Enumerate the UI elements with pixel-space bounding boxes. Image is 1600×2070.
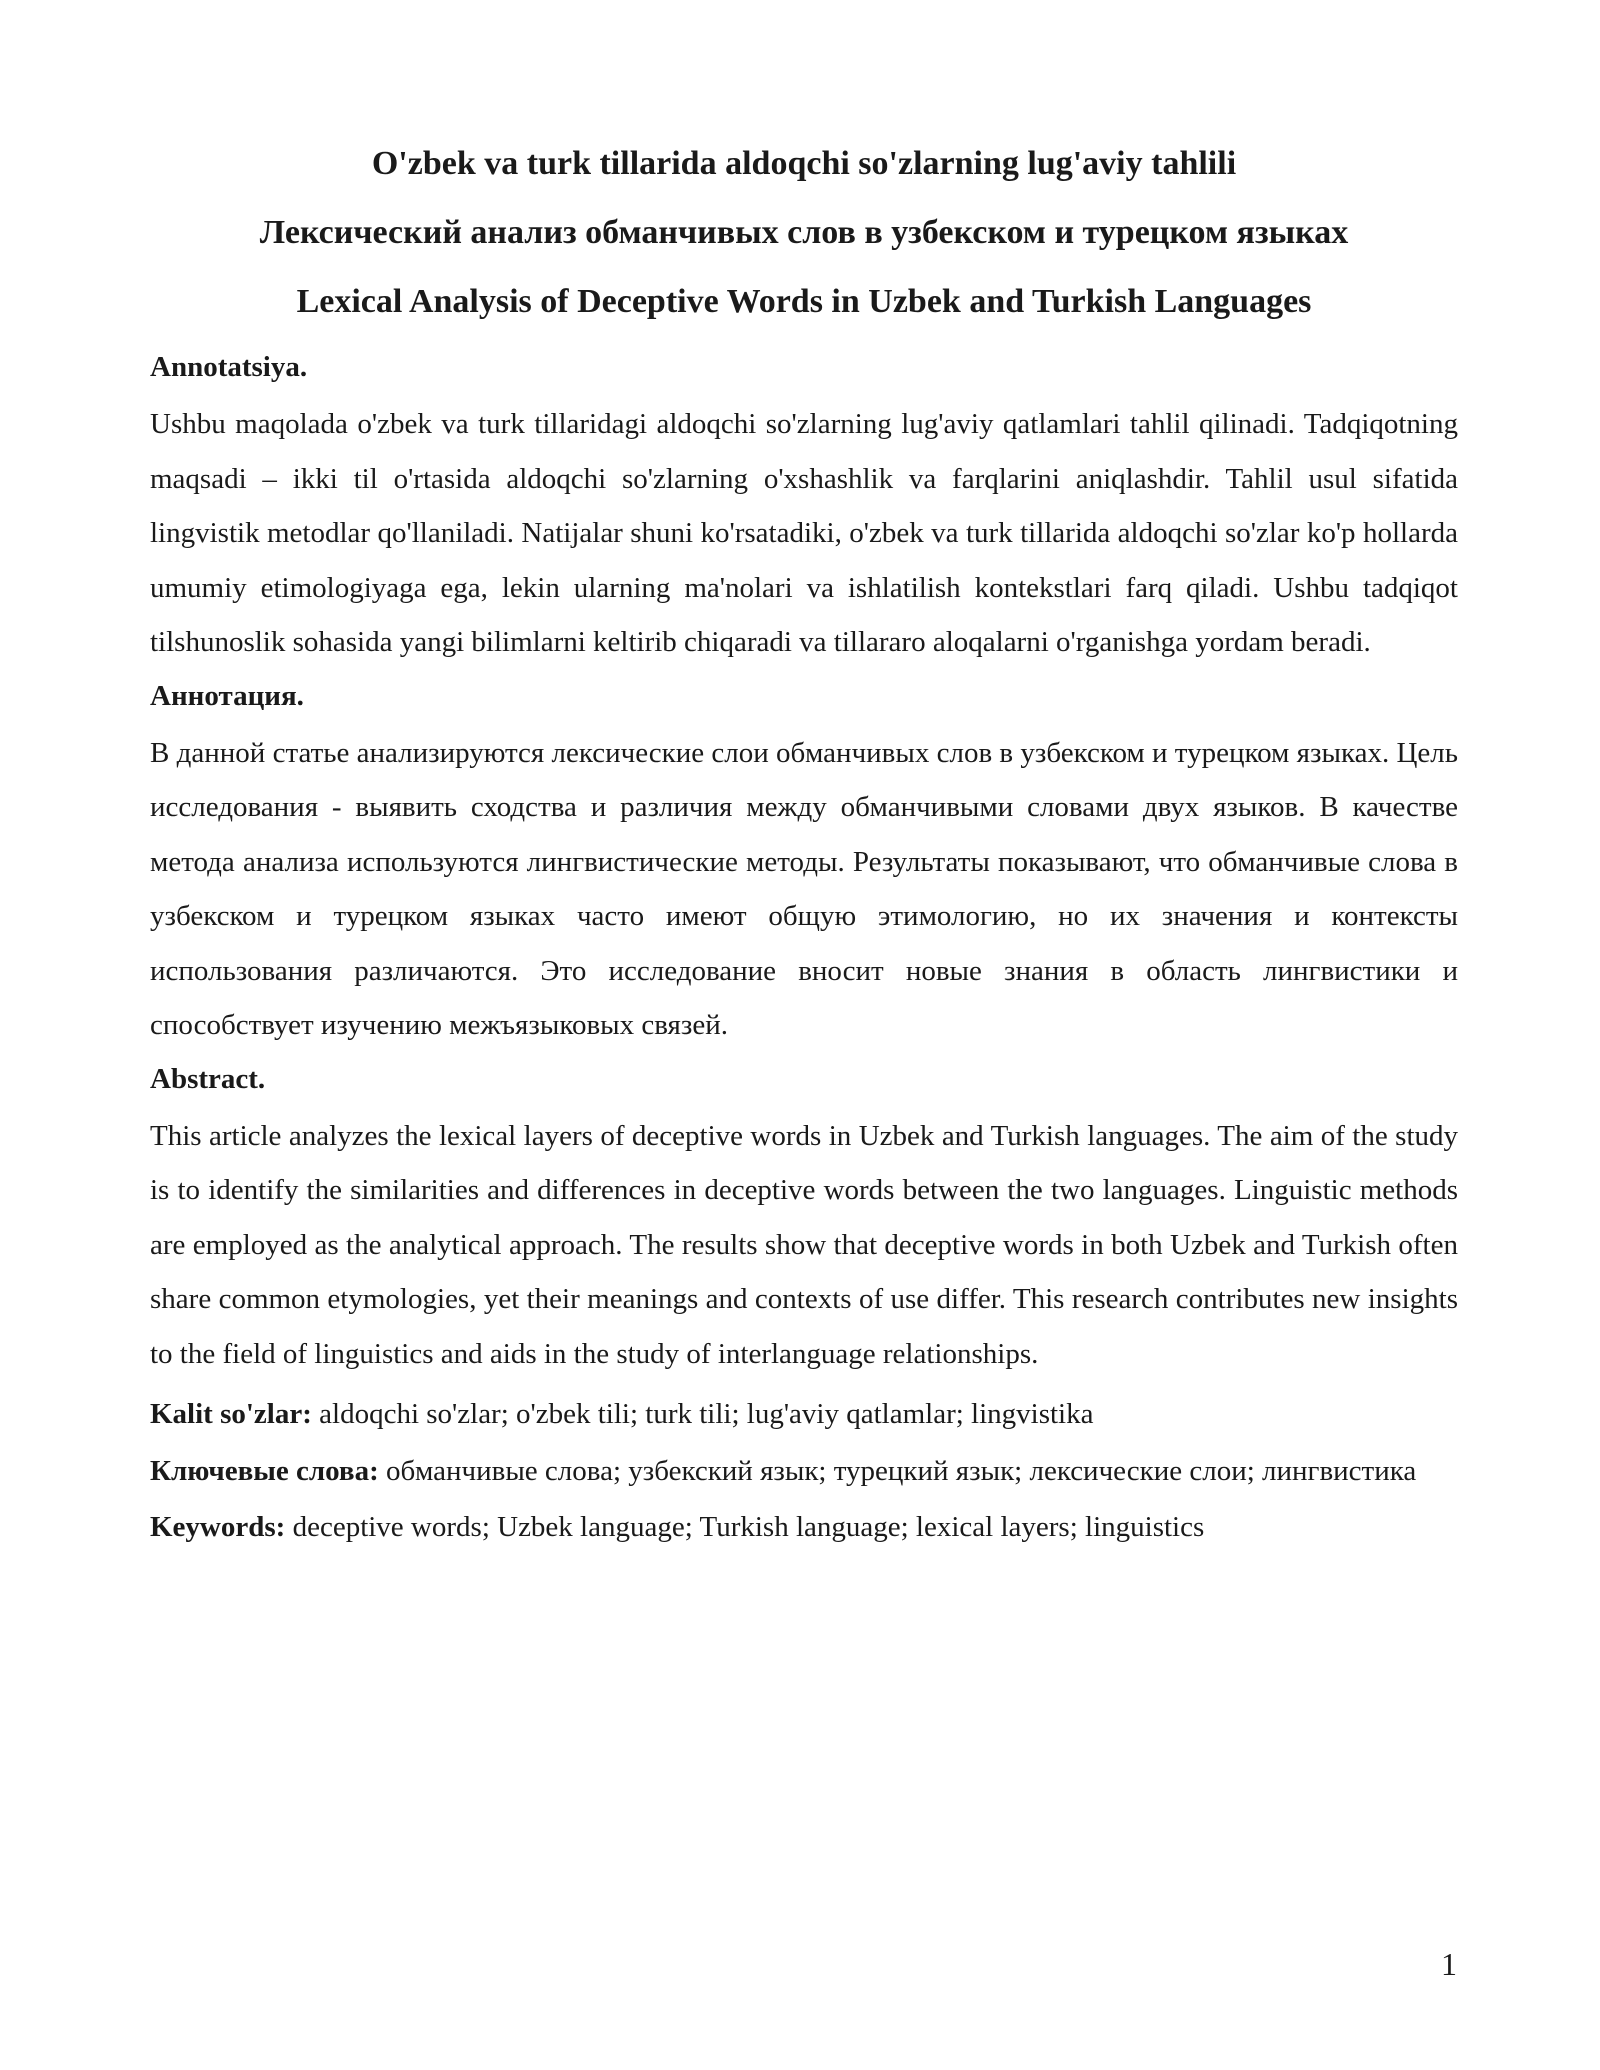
keywords-english xyxy=(150,1500,1458,1555)
keywords-list-english: deceptive words; Uzbek language; Turkish language; lexical layers; linguistics xyxy=(285,1511,1205,1543)
abstract-heading-english: Abstract. xyxy=(150,1062,266,1095)
title-english: Lexical Analysis of Deceptive Words in Uzbek and Turkish Languages xyxy=(296,283,1312,320)
keywords-list-uzbek: aldoqchi so'zlar; o'zbek tili; turk tili; lug'aviy qatlamlar; lingvistika xyxy=(311,1398,1094,1430)
paper-page xyxy=(150,140,1458,1557)
abstract-text-uzbek: Ushbu maqolada o'zbek va turk tillaridagi aldoqchi so'zlarning lug'aviy qatlamlari tahlil qilinadi. Tadqiqotning maqsadi – ikki til o'rtasida aldoqchi so'zlarning o'xshashlik va farqlarini aniqlashdir. Tahlil usul sifatida lingvistik metodlar qo'llaniladi. Natijalar shuni ko'rsatadiki, o'zbek va turk tillarida aldoqchi so'zlar ko'p hollarda umumiy etimologiyaga ega, lekin ularning ma'nolari va ishlatilish kontekstlari farq qiladi. Ushbu tadqiqot tilshunoslik sohasida yangi bilimlarni keltirib chiqaradi va tillararo aloqalarni o'rganishga yordam beradi. xyxy=(150,408,1458,658)
keywords-label-english: Keywords: xyxy=(150,1511,286,1543)
keywords-label-russian: Ключевые слова: xyxy=(150,1454,379,1487)
abstract-heading-uzbek: Annotatsiya. xyxy=(150,351,308,383)
page-number: 1 xyxy=(1441,1946,1457,1982)
abstract-heading-russian: Аннотация. xyxy=(150,679,304,712)
abstract-text-english: This article analyzes the lexical layers of deceptive words in Uzbek and Turkish languages. The aim of the study is to identify the similarities and differences in deceptive words between the two languages. Linguistic methods are employed as the analytical approach. The results show that deceptive words in both Uzbek and Turkish often share common etymologies, yet their meanings and contexts of use differ. This research contributes new insights to the field of linguistics and aids in the study of interlanguage relationships. xyxy=(150,1119,1458,1370)
title-russian: Лексический анализ обманчивых слов в узбекском и турецком языках xyxy=(259,214,1349,251)
abstract-text-russian: В данной статье анализируются лексические слои обманчивых слов в узбекском и турецком языках. Цель исследования - выявить сходства и различия между обманчивыми словами двух языков. В качестве метода анализа используются лингвистические методы. Результаты показывают, что обманчивые слова в узбекском и турецком языках часто имеют общую этимологию, но их значения и контексты использования различаются. Это исследование вносит новые знания в область лингвистики и способствует изучению межъязыковых связей. xyxy=(150,736,1458,1041)
keywords-label-uzbek: Kalit so'zlar: xyxy=(150,1398,312,1430)
keywords-uzbek xyxy=(150,1387,1458,1442)
keywords-russian xyxy=(150,1444,1458,1499)
title-uzbek: O'zbek va turk tillarida aldoqchi so'zlarning lug'aviy tahlili xyxy=(371,145,1237,182)
keywords-list-russian: обманчивые слова; узбекский язык; турецкий язык; лексические слои; лингвистика xyxy=(378,1454,1417,1487)
